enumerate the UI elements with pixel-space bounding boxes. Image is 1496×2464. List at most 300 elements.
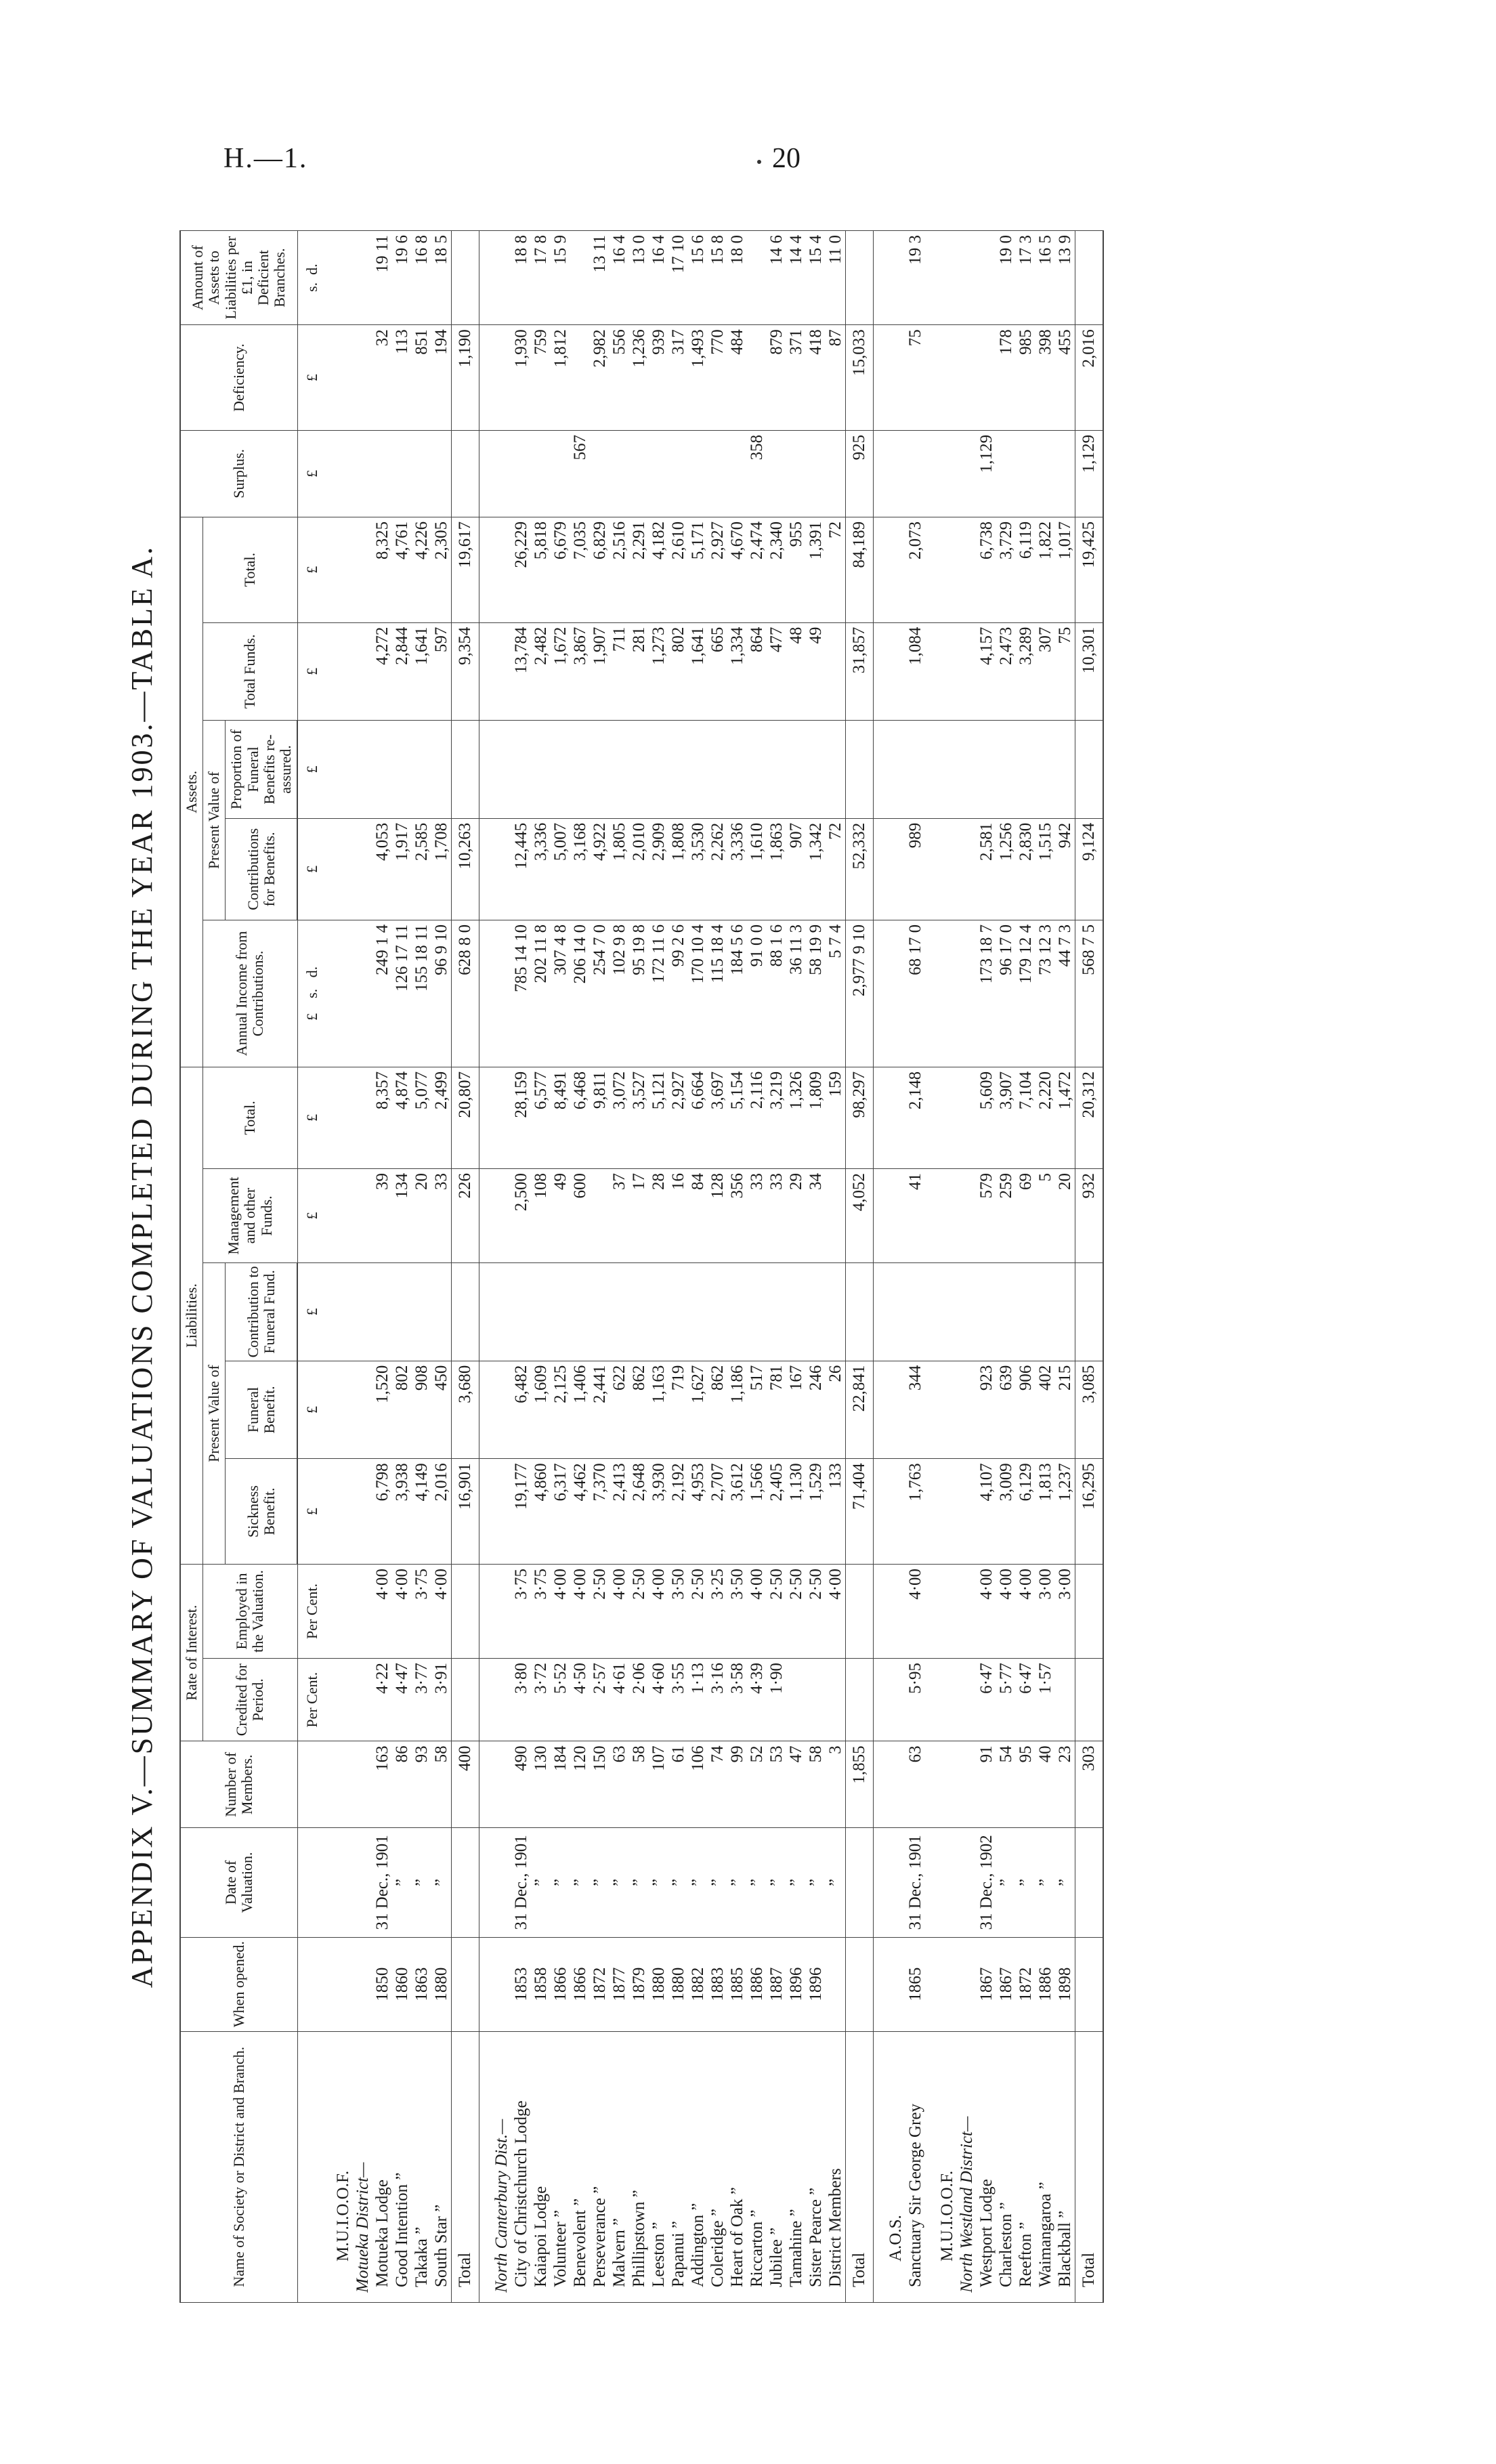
cell-total: 5,121 [649, 1067, 668, 1168]
cell-empty [937, 1169, 957, 1263]
cell-when: 1877 [610, 1937, 629, 2031]
cell-funeral: 622 [610, 1361, 629, 1459]
cell-name: Waimangaroa ” [1035, 2031, 1055, 2302]
cell-empty [321, 2031, 333, 2302]
cell-members: 23 [1055, 1741, 1075, 1828]
cell-total: 2,499 [431, 1067, 452, 1168]
cell-name: Blackball ” [1055, 2031, 1075, 2302]
cell-contrib [1055, 1263, 1075, 1361]
cell-employed: 4·00 [747, 1564, 767, 1658]
cell-contrib [392, 1263, 412, 1361]
cell-date: ” [747, 1828, 767, 1937]
cell-deficiency: 2,982 [590, 325, 610, 431]
cell-contrib [590, 1263, 610, 1361]
cell-total: 2,116 [747, 1067, 767, 1168]
col-liabilities: Liabilities. [180, 1067, 203, 1564]
unit-lsd: £ s. d. [297, 920, 321, 1067]
cell-total: 1,472 [1055, 1067, 1075, 1168]
cell-empty [333, 231, 353, 325]
section-heading-row [492, 231, 511, 2303]
cell-funds [826, 622, 846, 721]
col-when-opened: When opened. [180, 1937, 297, 2031]
cell-empty [925, 1937, 937, 2031]
cell-when: 1850 [372, 1937, 392, 2031]
cell-funds: 49 [806, 622, 826, 721]
cell-empty [957, 430, 977, 517]
cell-funeral: 719 [668, 1361, 688, 1459]
cell-income: 179 12 4 [1016, 920, 1035, 1067]
cell-empty [886, 1067, 905, 1168]
cell-date: 31 Dec., 1901 [905, 1828, 925, 1937]
cell-mgmt: 128 [708, 1169, 727, 1263]
cell-funeral: 246 [806, 1361, 826, 1459]
cell-mgmt: 932 [1075, 1169, 1104, 1263]
cell-amount: 11 0 [826, 231, 846, 325]
cell-income: 2,977 9 10 [846, 920, 874, 1067]
cell-proportion [977, 721, 996, 819]
cell-empty [479, 1659, 492, 1741]
cell-empty [874, 1564, 886, 1658]
cell-income: 96 17 0 [996, 920, 1016, 1067]
cell-funds: 864 [747, 622, 767, 721]
cell-proportion [1016, 721, 1035, 819]
cell-empty [353, 1564, 372, 1658]
cell-name: Malvern ” [610, 2031, 629, 2302]
cell-assets_total: 2,474 [747, 517, 767, 622]
cell-amount: 13 11 [590, 231, 610, 325]
cell-proportion [786, 721, 806, 819]
unit-pound: £ [297, 1263, 321, 1361]
cell-empty [321, 1659, 333, 1741]
cell-surplus: 358 [747, 430, 767, 517]
col-date-of-valuation: Date of Valuation. [180, 1828, 297, 1937]
cell-empty [925, 920, 937, 1067]
cell-total: 5,154 [727, 1067, 747, 1168]
cell-sickness: 71,404 [846, 1459, 874, 1565]
cell-empty [492, 1263, 511, 1361]
cell-assets_total: 6,829 [590, 517, 610, 622]
cell-funeral: 3,085 [1075, 1361, 1104, 1459]
cell-empty [886, 1361, 905, 1459]
cell-date: ” [688, 1828, 708, 1937]
cell-employed: 4·00 [977, 1564, 996, 1658]
cell-proportion [1035, 721, 1055, 819]
cell-sickness: 4,860 [531, 1459, 551, 1565]
cell-surplus [551, 430, 570, 517]
col-credited: Credited for Period. [203, 1659, 297, 1741]
cell-when: 1883 [708, 1937, 727, 2031]
cell-mgmt: 108 [531, 1169, 551, 1263]
cell-deficiency: 484 [727, 325, 747, 431]
cell-name: Perseverance ” [590, 2031, 610, 2302]
cell-assets_total: 2,073 [905, 517, 925, 622]
cell-deficiency: 879 [767, 325, 786, 431]
cell-funds: 4,157 [977, 622, 996, 721]
cell-amount: 13 0 [629, 231, 649, 325]
cell-sickness: 2,413 [610, 1459, 629, 1565]
cell-proportion [610, 721, 629, 819]
cell-mgmt: 33 [747, 1169, 767, 1263]
cell-total: 20,807 [452, 1067, 479, 1168]
table-row [570, 231, 590, 2303]
cell-mgmt: 41 [905, 1169, 925, 1263]
col-assets: Assets. [180, 517, 203, 1067]
cell-empty [353, 721, 372, 819]
cell-empty [321, 517, 333, 622]
cell-empty [874, 231, 886, 325]
cell-assets_total: 1,017 [1055, 517, 1075, 622]
cell-total: 1,809 [806, 1067, 826, 1168]
cell-amount: 17 10 [668, 231, 688, 325]
cell-mgmt: 2,500 [511, 1169, 531, 1263]
cell-assets_total: 19,617 [452, 517, 479, 622]
cell-empty [492, 1937, 511, 2031]
cell-proportion [629, 721, 649, 819]
table-row [996, 231, 1016, 2303]
cell-funds: 31,857 [846, 622, 874, 721]
cell-amount: 15 6 [688, 231, 708, 325]
cell-empty [479, 430, 492, 517]
spacer-row [479, 231, 492, 2303]
cell-surplus [590, 430, 610, 517]
cell-empty [874, 1169, 886, 1263]
cell-funds: 1,084 [905, 622, 925, 721]
cell-name: Jubilee ” [767, 2031, 786, 2302]
cell-name: South Star ” [431, 2031, 452, 2302]
cell-contrib [1016, 1263, 1035, 1361]
col-contrib-funeral: Contribution to Funeral Fund. [226, 1263, 297, 1361]
cell-amount: 15 4 [806, 231, 826, 325]
cell-members: 61 [668, 1741, 688, 1828]
table-row [747, 231, 767, 2303]
cell-date: ” [1035, 1828, 1055, 1937]
cell-surplus [767, 430, 786, 517]
cell-empty [937, 721, 957, 819]
cell-empty [321, 1361, 333, 1459]
cell-empty [479, 517, 492, 622]
cell-assets_total: 8,325 [372, 517, 392, 622]
cell-empty [479, 1564, 492, 1658]
cell-deficiency: 2,016 [1075, 325, 1104, 431]
cell-empty [925, 622, 937, 721]
page-number: 20 [772, 143, 800, 174]
cell-empty [886, 430, 905, 517]
total-row [846, 231, 874, 2303]
cell-contrib [826, 1263, 846, 1361]
cell-name: Sister Pearce ” [806, 2031, 826, 2302]
cell-empty [321, 818, 333, 920]
cell-contrib [806, 1263, 826, 1361]
cell-date: 31 Dec., 1902 [977, 1828, 996, 1937]
cell-when [1075, 1937, 1104, 2031]
cell-assets_total: 6,119 [1016, 517, 1035, 622]
cell-empty [333, 517, 353, 622]
cell-contributions: 2,830 [1016, 818, 1035, 920]
cell-funds: 3,867 [570, 622, 590, 721]
cell-empty [874, 1741, 886, 1828]
cell-funeral: 1,163 [649, 1361, 668, 1459]
cell-assets_total: 7,035 [570, 517, 590, 622]
section-heading: M.U.I.O.O.F. [937, 2031, 957, 2302]
cell-surplus: 1,129 [977, 430, 996, 517]
page-mark [757, 160, 761, 164]
cell-credited: 3·58 [727, 1659, 747, 1741]
cell-empty [479, 920, 492, 1067]
unit-pound: £ [297, 818, 321, 920]
cell-empty [353, 1361, 372, 1459]
cell-deficiency: 371 [786, 325, 806, 431]
table-row [649, 231, 668, 2303]
cell-employed: 2·50 [629, 1564, 649, 1658]
cell-empty [353, 430, 372, 517]
cell-funds: 597 [431, 622, 452, 721]
cell-total: 3,697 [708, 1067, 727, 1168]
cell-empty [321, 1741, 333, 1828]
cell-assets_total: 3,729 [996, 517, 1016, 622]
table-row [1035, 231, 1055, 2303]
cell-employed: 3·50 [668, 1564, 688, 1658]
cell-funds: 3,289 [1016, 622, 1035, 721]
cell-credited: 3·91 [431, 1659, 452, 1741]
cell-assets_total: 5,818 [531, 517, 551, 622]
cell-credited: 2·57 [590, 1659, 610, 1741]
cell-deficiency: 398 [1035, 325, 1055, 431]
cell-contrib [570, 1263, 590, 1361]
cell-credited [786, 1659, 806, 1741]
cell-funeral: 215 [1055, 1361, 1075, 1459]
cell-income: 88 1 6 [767, 920, 786, 1067]
cell-employed: 4·00 [372, 1564, 392, 1658]
cell-date: 31 Dec., 1901 [511, 1828, 531, 1937]
cell-income: 115 18 4 [708, 920, 727, 1067]
cell-assets_total: 84,189 [846, 517, 874, 622]
cell-name: Motueka Lodge [372, 2031, 392, 2302]
cell-name: Sanctuary Sir George Grey [905, 2031, 925, 2302]
cell-empty [479, 1741, 492, 1828]
cell-empty [886, 1828, 905, 1937]
cell-funds: 1,273 [649, 622, 668, 721]
cell-funeral: 1,520 [372, 1361, 392, 1459]
cell-empty [957, 1459, 977, 1565]
unit-pound: £ [297, 325, 321, 431]
cell-income: 249 1 4 [372, 920, 392, 1067]
cell-amount [452, 231, 479, 325]
cell-empty [937, 1659, 957, 1741]
cell-deficiency: 759 [531, 325, 551, 431]
cell-empty [874, 622, 886, 721]
unit-pound: £ [297, 1459, 321, 1565]
cell-empty [886, 325, 905, 431]
cell-empty [492, 1741, 511, 1828]
cell-empty [353, 1937, 372, 2031]
cell-surplus [452, 430, 479, 517]
cell-funeral: 1,406 [570, 1361, 590, 1459]
cell-contributions: 907 [786, 818, 806, 920]
cell-contrib [996, 1263, 1016, 1361]
cell-empty [886, 721, 905, 819]
cell-employed [846, 1564, 874, 1658]
cell-credited: 4·39 [747, 1659, 767, 1741]
cell-amount: 15 9 [551, 231, 570, 325]
unit-pound: £ [297, 1169, 321, 1263]
cell-empty [925, 1263, 937, 1361]
cell-surplus: 1,129 [1075, 430, 1104, 517]
total-row [452, 231, 479, 2303]
cell-funeral: 906 [1016, 1361, 1035, 1459]
cell-funds: 4,272 [372, 622, 392, 721]
cell-funds: 281 [629, 622, 649, 721]
cell-income: 254 7 0 [590, 920, 610, 1067]
cell-total: 2,148 [905, 1067, 925, 1168]
cell-empty [874, 1937, 886, 2031]
spacer-row [874, 231, 886, 2303]
cell-empty [957, 1564, 977, 1658]
cell-employed: 4·00 [649, 1564, 668, 1658]
cell-members: 1,855 [846, 1741, 874, 1828]
cell-mgmt: 356 [727, 1169, 747, 1263]
cell-income: 628 8 0 [452, 920, 479, 1067]
cell-income: 99 2 6 [668, 920, 688, 1067]
cell-funds: 75 [1055, 622, 1075, 721]
cell-empty [925, 1169, 937, 1263]
cell-employed: 3·50 [727, 1564, 747, 1658]
cell-when: 1880 [649, 1937, 668, 2031]
cell-credited [826, 1659, 846, 1741]
cell-funds: 1,641 [412, 622, 431, 721]
cell-funds: 48 [786, 622, 806, 721]
cell-amount: 16 5 [1035, 231, 1055, 325]
cell-employed: 4·00 [610, 1564, 629, 1658]
table-row [531, 231, 551, 2303]
cell-mgmt: 17 [629, 1169, 649, 1263]
cell-proportion [570, 721, 590, 819]
cell-name: Heart of Oak ” [727, 2031, 747, 2302]
cell-contrib [668, 1263, 688, 1361]
cell-amount [846, 231, 874, 325]
cell-empty [874, 1361, 886, 1459]
col-total-funds: Total Funds. [203, 622, 297, 721]
cell-empty [937, 1564, 957, 1658]
cell-amount: 19 11 [372, 231, 392, 325]
cell-date: ” [767, 1828, 786, 1937]
cell-credited: 3·80 [511, 1659, 531, 1741]
cell-employed: 2·50 [688, 1564, 708, 1658]
col-employed: Employed in the Valuation. [203, 1564, 297, 1658]
cell-contributions: 3,336 [727, 818, 747, 920]
cell-amount [1075, 231, 1104, 325]
cell-empty [353, 1067, 372, 1168]
cell-empty [925, 2031, 937, 2302]
cell-income: 172 11 6 [649, 920, 668, 1067]
cell-income: 202 11 8 [531, 920, 551, 1067]
cell-income: 155 18 11 [412, 920, 431, 1067]
units-row [297, 231, 321, 2303]
cell-deficiency: 317 [668, 325, 688, 431]
cell-funds: 2,473 [996, 622, 1016, 721]
cell-empty [333, 622, 353, 721]
cell-surplus [412, 430, 431, 517]
cell-when: 1872 [1016, 1937, 1035, 2031]
cell-income: 102 9 8 [610, 920, 629, 1067]
cell-credited: 4·61 [610, 1659, 629, 1741]
unit-pound: £ [297, 430, 321, 517]
cell-income: 568 7 5 [1075, 920, 1104, 1067]
cell-credited: 4·50 [570, 1659, 590, 1741]
cell-funeral: 3,680 [452, 1361, 479, 1459]
cell-sickness: 1,763 [905, 1459, 925, 1565]
cell-funds: 802 [668, 622, 688, 721]
cell-mgmt: 226 [452, 1169, 479, 1263]
cell-surplus [629, 430, 649, 517]
cell-when: 1858 [531, 1937, 551, 2031]
valuation-summary-table [179, 230, 1104, 2303]
cell-mgmt: 29 [786, 1169, 806, 1263]
cell-assets_total: 5,171 [688, 517, 708, 622]
cell-empty [492, 622, 511, 721]
cell-contributions: 1,515 [1035, 818, 1055, 920]
cell-deficiency: 75 [905, 325, 925, 431]
col-funeral: Funeral Benefit. [226, 1361, 297, 1459]
cell-name: Total [1075, 2031, 1104, 2302]
cell-credited: 3·77 [412, 1659, 431, 1741]
cell-income: 68 17 0 [905, 920, 925, 1067]
cell-members: 490 [511, 1741, 531, 1828]
cell-empty [492, 1459, 511, 1565]
cell-when: 1860 [392, 1937, 412, 2031]
cell-empty [925, 1828, 937, 1937]
cell-mgmt: 39 [372, 1169, 392, 1263]
cell-sickness: 2,707 [708, 1459, 727, 1565]
cell-mgmt: 20 [412, 1169, 431, 1263]
cell-members: 130 [531, 1741, 551, 1828]
cell-contributions: 4,922 [590, 818, 610, 920]
cell-date: ” [727, 1828, 747, 1937]
table-row [431, 231, 452, 2303]
cell-deficiency: 939 [649, 325, 668, 431]
cell-members: 95 [1016, 1741, 1035, 1828]
cell-credited: 4·22 [372, 1659, 392, 1741]
cell-funds: 665 [708, 622, 727, 721]
cell-empty [479, 818, 492, 920]
cell-amount: 13 9 [1055, 231, 1075, 325]
table-row [668, 231, 688, 2303]
cell-members: 163 [372, 1741, 392, 1828]
cell-empty [874, 721, 886, 819]
cell-empty [886, 818, 905, 920]
cell-empty [886, 1564, 905, 1658]
col-contributions: Contributions for Benefits. [226, 818, 297, 920]
cell-total: 6,468 [570, 1067, 590, 1168]
cell-contrib [551, 1263, 570, 1361]
cell-deficiency: 851 [412, 325, 431, 431]
table-row [727, 231, 747, 2303]
cell-empty [492, 517, 511, 622]
cell-name: Phillipstown ” [629, 2031, 649, 2302]
cell-empty [874, 2031, 886, 2302]
cell-total: 7,104 [1016, 1067, 1035, 1168]
cell-proportion [826, 721, 846, 819]
cell-empty [353, 1659, 372, 1741]
cell-deficiency: 770 [708, 325, 727, 431]
cell-funeral: 639 [996, 1361, 1016, 1459]
cell-deficiency: 113 [392, 325, 412, 431]
cell-contributions: 52,332 [846, 818, 874, 920]
cell-contrib [767, 1263, 786, 1361]
cell-deficiency: 87 [826, 325, 846, 431]
cell-proportion [996, 721, 1016, 819]
cell-members: 107 [649, 1741, 668, 1828]
cell-income: 36 11 3 [786, 920, 806, 1067]
